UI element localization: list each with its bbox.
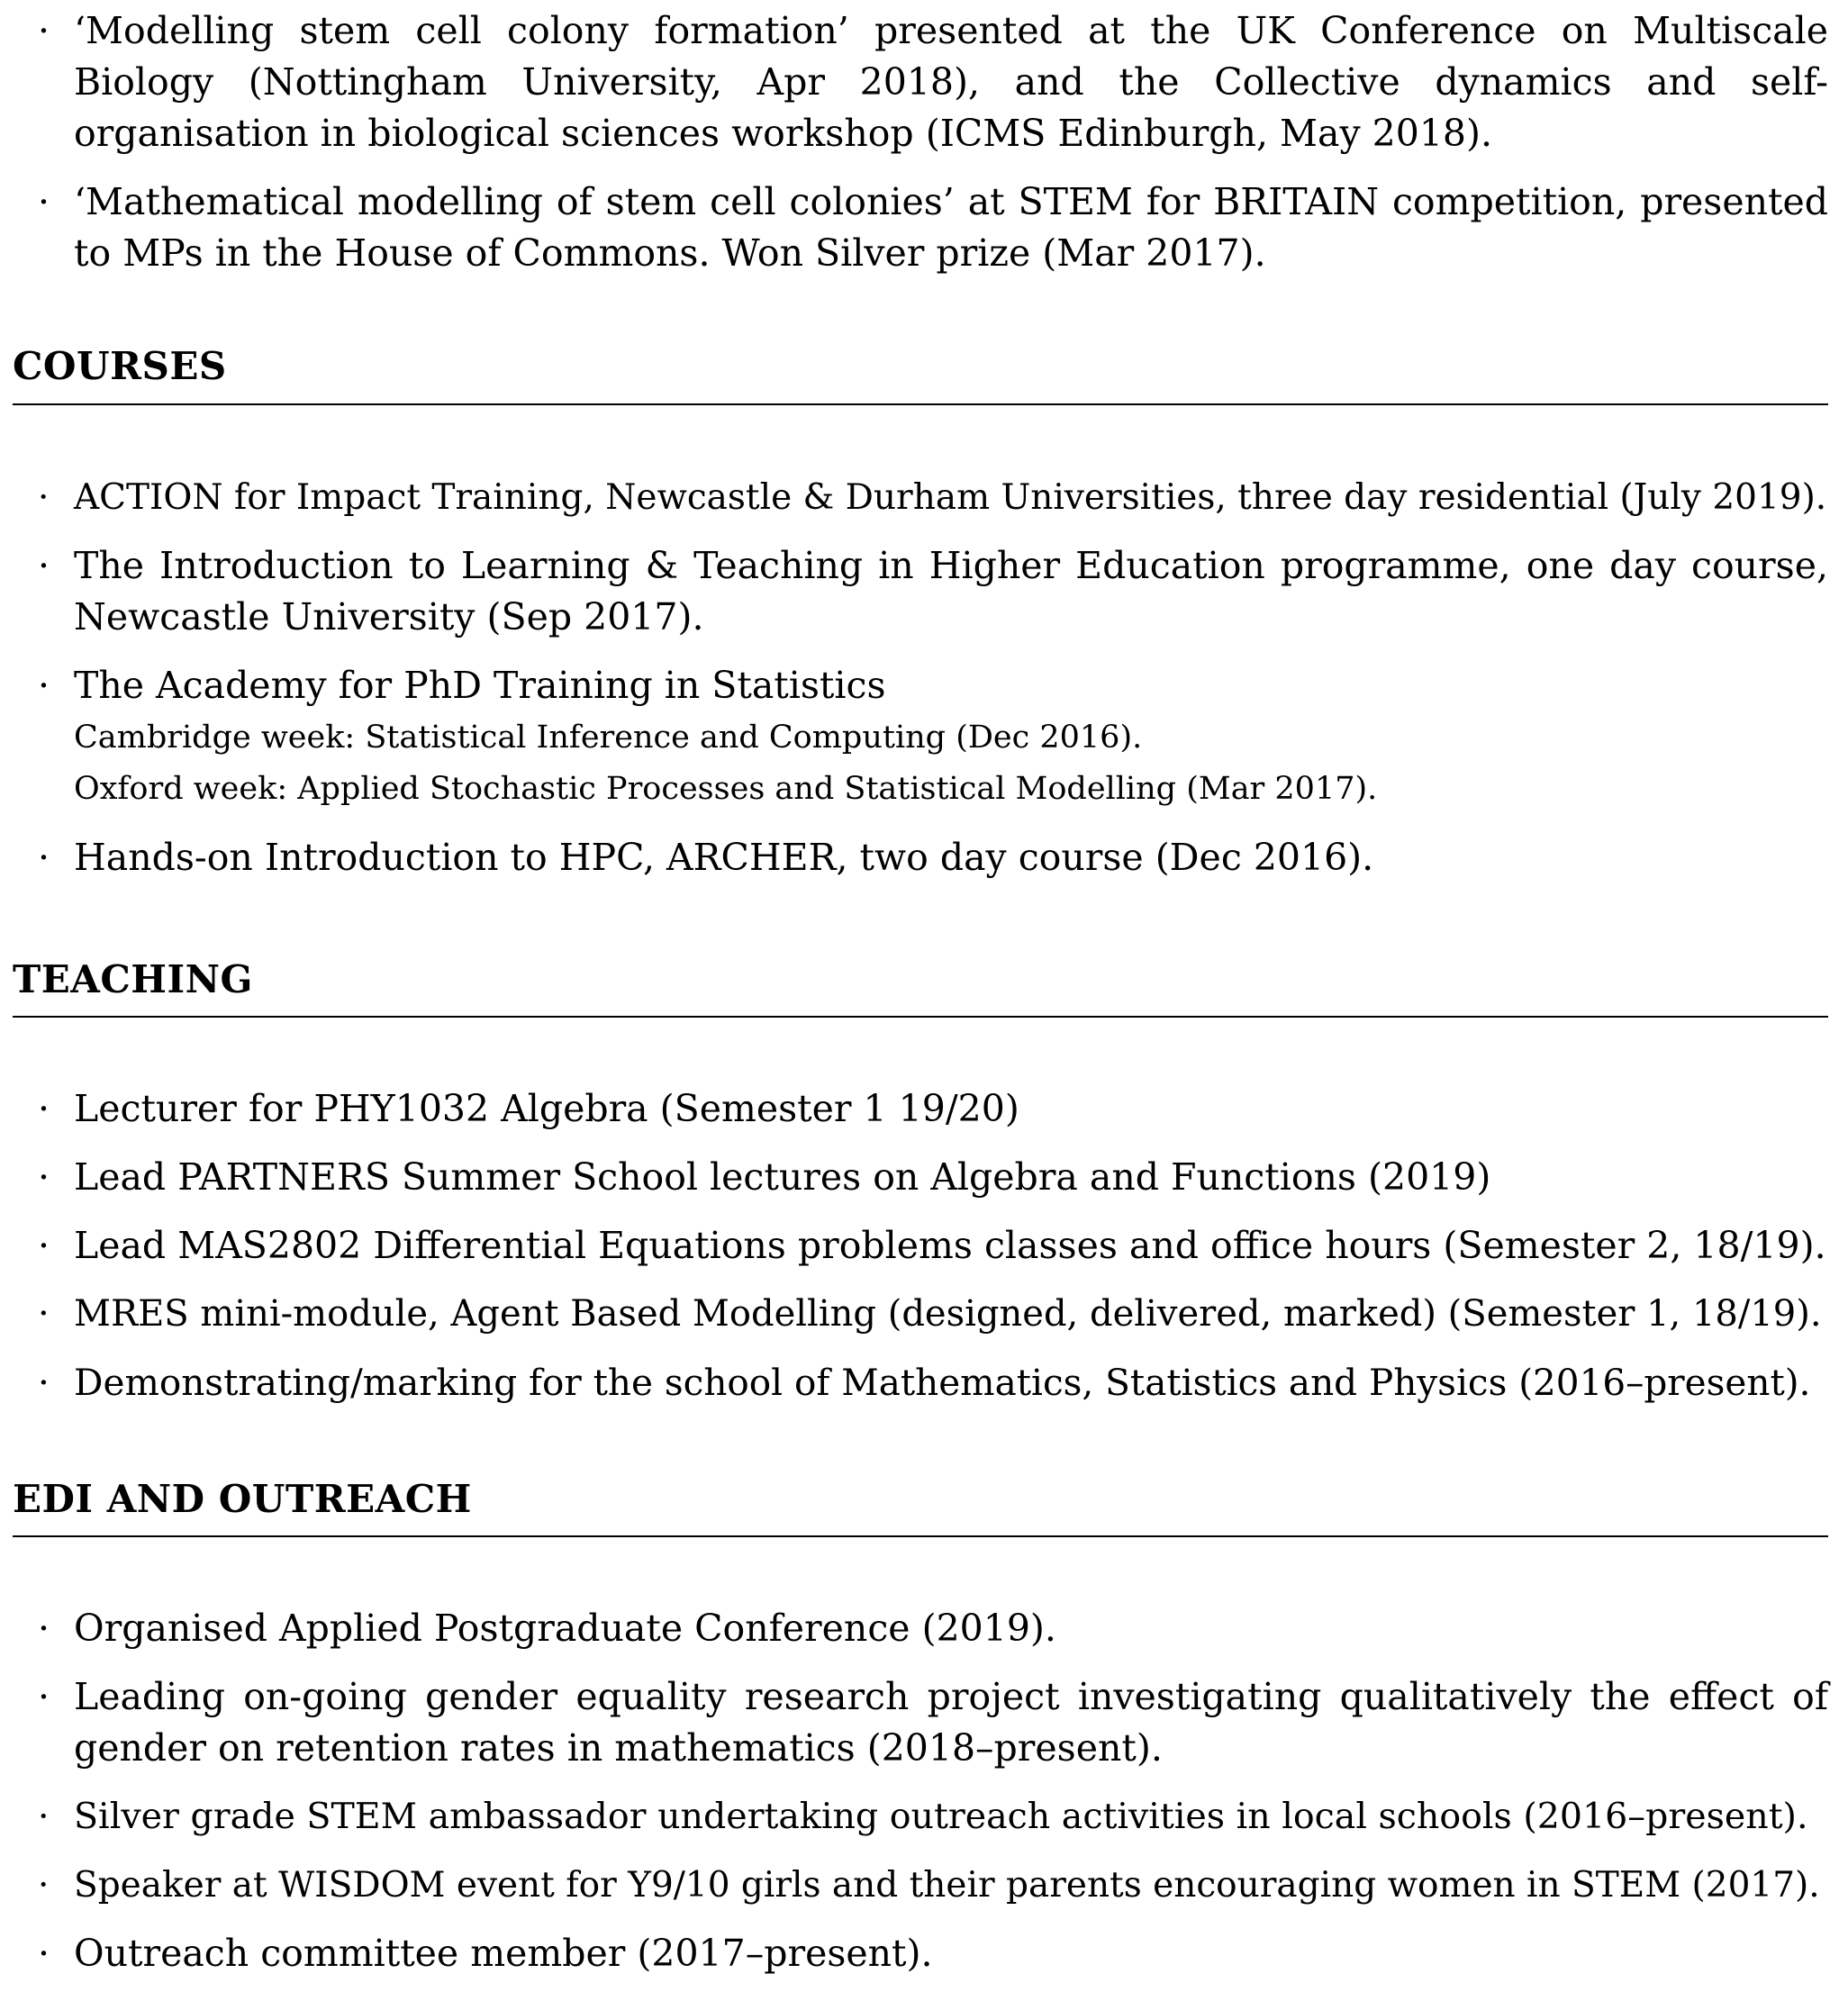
- item-text: Outreach committee member (2017–present).: [74, 1932, 933, 1975]
- bullet: ·: [38, 1607, 50, 1650]
- list-item: [13, 1289, 1828, 1340]
- section-heading-teaching: TEACHING: [13, 957, 253, 1001]
- bullet: ·: [38, 1155, 50, 1199]
- bullet: ·: [38, 664, 50, 707]
- bullet: ·: [38, 1932, 50, 1975]
- bullet: ·: [38, 836, 50, 879]
- item-text: Lead PARTNERS Summer School lectures on Algebra and Functions (2019): [74, 1155, 1491, 1199]
- item-text: Silver grade STEM ambassador undertaking outreach activities in local schools (2016–present).: [74, 1796, 1808, 1837]
- list-item: [13, 177, 1828, 279]
- item-text: Organised Applied Postgraduate Conference (2019).: [74, 1607, 1056, 1650]
- list-item: [13, 1603, 1828, 1654]
- bullet: ·: [38, 9, 50, 52]
- item-text: MRES mini-module, Agent Based Modelling (designed, delivered, marked) (Semester 1, 18/19).: [74, 1293, 1822, 1335]
- section-heading-edi-outreach: EDI AND OUTREACH: [13, 1477, 472, 1521]
- bullet: ·: [38, 1675, 50, 1718]
- bullet: ·: [38, 1293, 50, 1335]
- list-item: [13, 540, 1828, 643]
- sub-item: Cambridge week: Statistical Inference and Computing (Dec 2016).: [74, 720, 1143, 756]
- item-text: Demonstrating/marking for the school of Mathematics, Statistics and Physics (2016–present).: [74, 1361, 1811, 1404]
- list-item: [13, 1860, 1828, 1911]
- bullet: ·: [38, 180, 50, 223]
- list-item: [13, 5, 1828, 159]
- item-text: Leading on-going gender equality research project investigating qualitatively the effect of gender on retention rates in mathematics (2018–present).: [74, 1675, 1828, 1770]
- list-item: [13, 1152, 1828, 1203]
- item-text: ‘Modelling stem cell colony formation’ presented at the UK Conference on Multiscale Biology (Nottingham University, Apr 2018), and the Collective dynamics and self-organisation in biological sciences workshop (ICMS Edinburgh, May 2018).: [74, 9, 1828, 155]
- list-item: [13, 1671, 1828, 1774]
- item-text: The Academy for PhD Training in Statistics: [74, 664, 886, 707]
- list-item: [13, 1220, 1828, 1272]
- item-text: Lecturer for PHY1032 Algebra (Semester 1 19/20): [74, 1087, 1019, 1130]
- section-divider: [13, 1016, 1828, 1018]
- item-text: The Introduction to Learning & Teaching in Higher Education programme, one day course, Newcastle University (Sep 2017).: [74, 544, 1828, 638]
- teaching-list: [13, 1083, 1828, 1426]
- list-item: [13, 1083, 1828, 1135]
- courses-list: [13, 472, 1828, 901]
- list-item: [13, 1357, 1828, 1408]
- item-text: ‘Mathematical modelling of stem cell colonies’ at STEM for BRITAIN competition, presented to MPs in the House of Commons. Won Silver prize (Mar 2017).: [74, 180, 1828, 275]
- edi-outreach-list: [13, 1603, 1828, 1996]
- presentations-list: [13, 5, 1828, 296]
- sub-item: Oxford week: Applied Stochastic Processes and Statistical Modelling (Mar 2017).: [74, 771, 1378, 807]
- list-item: [13, 1791, 1828, 1842]
- bullet: ·: [38, 1361, 50, 1404]
- item-text: Hands-on Introduction to HPC, ARCHER, two day course (Dec 2016).: [74, 836, 1374, 879]
- list-item: [13, 472, 1828, 523]
- section-heading-courses: COURSES: [13, 344, 227, 388]
- list-item: [13, 660, 1828, 815]
- bullet: ·: [38, 544, 50, 587]
- sub-list: [74, 712, 1828, 815]
- bullet: ·: [38, 1087, 50, 1130]
- item-text: Lead MAS2802 Differential Equations problems classes and office hours (Semester 2, 18/19).: [74, 1224, 1826, 1267]
- bullet: ·: [38, 1865, 50, 1906]
- section-divider: [13, 1535, 1828, 1537]
- bullet: ·: [38, 1224, 50, 1267]
- section-divider: [13, 403, 1828, 405]
- item-text: Speaker at WISDOM event for Y9/10 girls and their parents encouraging women in STEM (2017).: [74, 1865, 1820, 1906]
- list-item: [13, 1928, 1828, 1979]
- bullet: ·: [38, 1796, 50, 1837]
- bullet: ·: [38, 477, 50, 518]
- item-text: ACTION for Impact Training, Newcastle & Durham Universities, three day residential (July 2019).: [74, 477, 1827, 518]
- list-item: [13, 832, 1828, 883]
